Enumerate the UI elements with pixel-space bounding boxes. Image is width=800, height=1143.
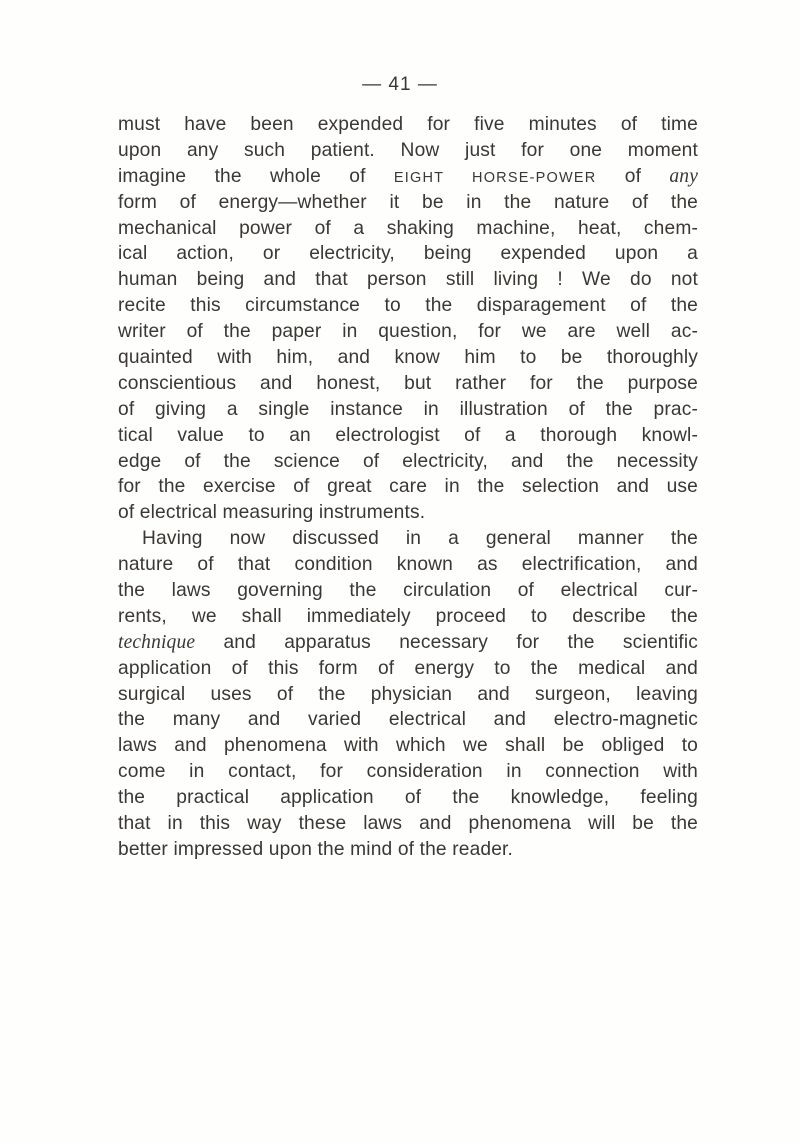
text-line: of electrical measuring instruments. (118, 502, 426, 524)
page-number: — 41 — (362, 74, 438, 95)
text-line: Having now discussed in a general manner the (142, 528, 698, 550)
text-line: of giving a single instance in illustration of the prac- (118, 398, 698, 420)
italic-word: technique (118, 631, 196, 653)
text-line: ical action, or electricity, being expended upon a (118, 243, 698, 265)
text-line: nature of that condition known as electrification, and (118, 554, 698, 576)
italic-word: any (669, 165, 699, 187)
text-line: edge of the science of electricity, and the necessity (118, 450, 698, 472)
text-line: come in contact, for consideration in connection with (118, 761, 698, 783)
text-line: the practical application of the knowledge, feeling (118, 787, 698, 809)
text-line: the many and varied electrical and electro-magnetic (118, 709, 698, 731)
text-line (118, 630, 698, 656)
text-line: quainted with him, and know him to be thoroughly (118, 347, 698, 369)
text-line: must have been expended for five minutes of time (118, 114, 698, 135)
text-line: surgical uses of the physician and surgeon, leaving (118, 683, 698, 705)
text-line: conscientious and honest, but rather for the purpose (118, 372, 698, 394)
text-line: rents, we shall immediately proceed to describe the (118, 605, 698, 627)
text-line: better impressed upon the mind of the reader. (118, 838, 513, 860)
body-text (118, 112, 698, 863)
text-fragment: imagine the whole of (118, 165, 366, 187)
text-fragment: of (624, 165, 642, 187)
text-line: form of energy—whether it be in the nature of the (118, 191, 698, 213)
text-line: tical value to an electrologist of a thorough knowl- (118, 424, 698, 446)
text-line (118, 164, 698, 190)
text-line: for the exercise of great care in the selection and use (118, 476, 698, 498)
text-line: upon any such patient. Now just for one moment (118, 139, 698, 161)
text-line: laws and phenomena with which we shall be obliged to (118, 735, 698, 757)
text-line: mechanical power of a shaking machine, heat, chem- (118, 217, 698, 239)
text-line: recite this circumstance to the disparagement of the (118, 295, 698, 317)
text-line: application of this form of energy to the medical and (118, 657, 698, 679)
text-line: human being and that person still living ! We do not (118, 269, 698, 291)
text-line: that in this way these laws and phenomena will be the (118, 813, 698, 835)
small-caps-phrase: EIGHT HORSE-POWER (393, 169, 597, 186)
text-line: writer of the paper in question, for we are well ac- (118, 321, 698, 343)
text-line: the laws governing the circulation of electrical cur- (118, 580, 698, 602)
text-fragment: and apparatus necessary for the scientific (223, 631, 698, 653)
